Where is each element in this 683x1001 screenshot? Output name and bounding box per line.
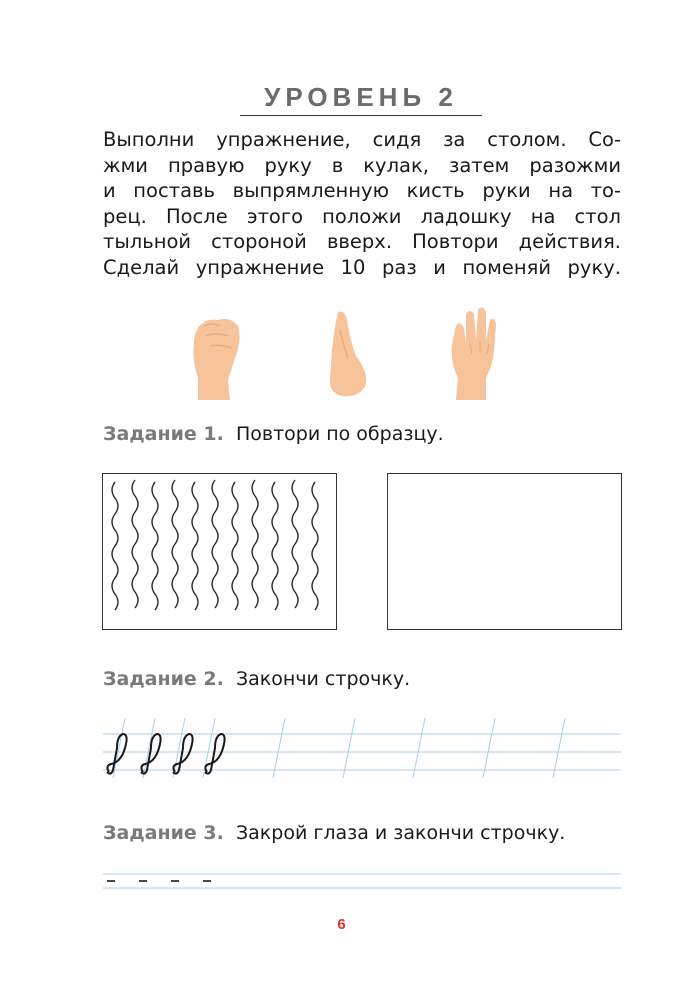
level-title: УРОВЕНЬ 2 (240, 82, 482, 116)
task-3-heading (103, 822, 623, 844)
writing-lines-task-2[interactable] (103, 718, 621, 782)
task-label: Задание 3. (103, 822, 224, 844)
flat-palm-side-icon (330, 312, 367, 397)
intro-line: Сделай упражнение 10 раз и поменяй руку. (103, 255, 621, 279)
hands-illustration (0, 300, 683, 405)
task-text: Закрой глаза и закончи строчку. (235, 822, 566, 844)
intro-line: рец. После этого положи ладошку на стол (103, 204, 621, 228)
intro-paragraph (103, 127, 621, 280)
task-text: Закончи строчку. (235, 668, 411, 690)
intro-line: тыльной стороной вверх. Повтори действия. (103, 230, 621, 253)
task-text: Повтори по образцу. (235, 423, 444, 445)
intro-line: Выполни упражнение, сидя за столом. Со- (103, 128, 621, 151)
task-2-heading (103, 668, 623, 690)
intro-line: жми правую руку в кулак, затем разожми (103, 153, 621, 177)
wavy-lines-sample (103, 474, 336, 629)
writing-lines-task-3[interactable] (103, 868, 621, 892)
task-1-heading (103, 423, 623, 445)
intro-line: и поставь выпрямленную кисть руки на то- (103, 179, 621, 202)
task-label: Задание 1. (103, 423, 224, 445)
open-palm-icon (452, 307, 496, 400)
page-number: 6 (337, 916, 346, 933)
fist-icon (194, 319, 240, 400)
task-label: Задание 2. (103, 668, 224, 690)
sample-box (102, 473, 337, 630)
cursive-sample-strokes (107, 734, 225, 774)
practice-box[interactable] (387, 473, 622, 630)
